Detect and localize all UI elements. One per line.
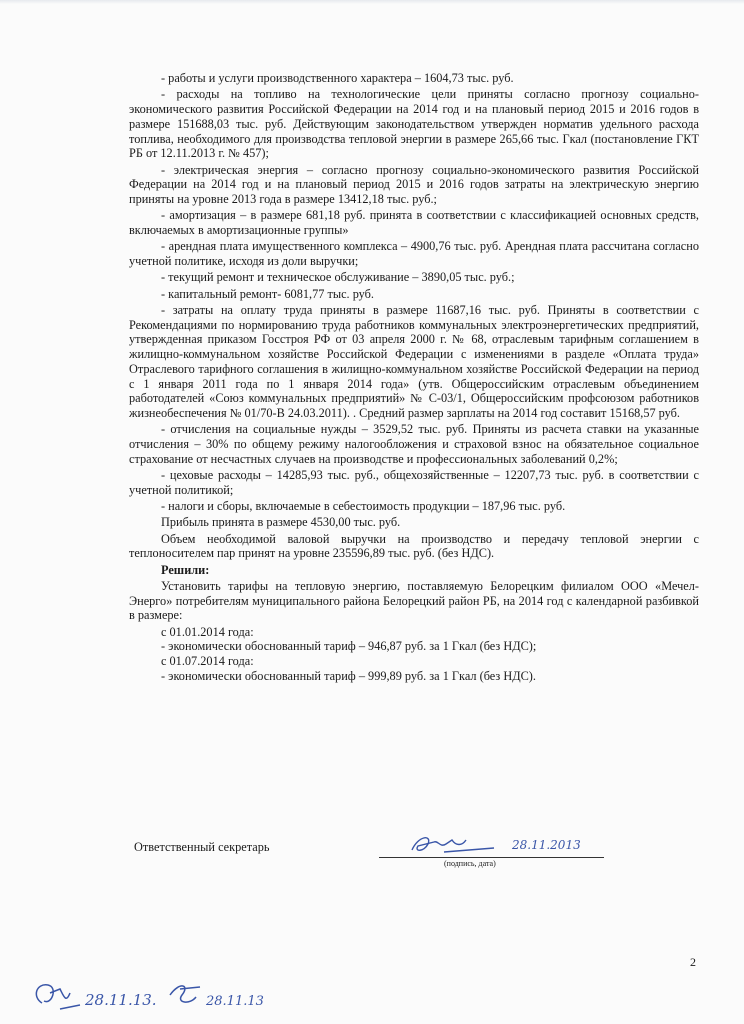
- paragraph: - затраты на оплату труда приняты в размере 11687,16 тыс. руб. Приняты в соответствии с Рекомендациями по нормированию труда работников коммунальных электроэнергетических предприятий, утвержденная приказом Госстроя РФ от 03 апреля 2000 г. № 68, отраслевым тарифным соглашением в жилищно-коммунальном хозяйстве Российской Федерации с изменениями в разделе «Оплата труда» Отраслевого тарифного соглашения в жилищно-коммунальном хозяйстве Российской Федерации на период с 1 января 2011 года по 1 января 2014 года» (утв. Общероссийским отраслевым объединением работодателей «Союз коммунальных предприятий» № С-03/1, Общероссийским профсоюзом работников жизнеобеспечения № 01/70-В 24.03.2011). . Средний размер зарплаты на 2014 год составит 15168,57 руб.: [129, 302, 699, 420]
- paragraph: - цеховые расходы – 14285,93 тыс. руб., общехозяйственные – 12207,73 тыс. руб. в соответствии с учетной политикой;: [129, 468, 699, 497]
- signatory-title: Ответственный секретарь: [134, 840, 270, 854]
- signature-line: [379, 857, 604, 858]
- decision-heading: Решили:: [161, 562, 210, 577]
- signature-caption: (подпись, дата): [444, 859, 496, 868]
- paragraph: - арендная плата имущественного комплекса – 4900,76 тыс. руб. Арендная плата рассчитана согласно учетной политике, исходя из доли выручки;: [129, 239, 699, 268]
- paragraph: - экономически обоснованный тариф – 999,89 руб. за 1 Гкал (без НДС).: [161, 668, 536, 683]
- paragraph: - амортизация – в размере 681,18 руб. принята в соответствии с классификацией основных средств, включаемых в амортизационные группы»: [129, 208, 699, 237]
- paragraph: с 01.01.2014 года:: [161, 624, 254, 639]
- svg-text:28.11.13.: 28.11.13.: [85, 991, 157, 1009]
- paragraph: - налоги и сборы, включаемые в себестоимость продукции – 187,96 тыс. руб.: [161, 499, 566, 513]
- paragraph: с 01.07.2014 года:: [161, 654, 254, 668]
- paragraph: - экономически обоснованный тариф – 946,87 руб. за 1 Гкал (без НДС);: [161, 639, 537, 654]
- paragraph: Прибыль принята в размере 4530,00 тыс. руб.: [161, 515, 401, 530]
- paragraph: - расходы на топливо на технологические цели приняты согласно прогнозу социально-экономического развития Российской Федерации на 2014 год и на плановый период 2015 и 2016 годов в размере 151688,03 тыс. руб. Действующим законодательством утвержден норматив удельного расхода топлива, необходимого для производства тепловой энергии в размере 265,66 тыс. Гкал (постановление ГКТ РБ от 12.11.2013 г. № 457);: [129, 87, 699, 161]
- paragraph: - капитальный ремонт- 6081,77 тыс. руб.: [161, 286, 374, 301]
- paragraph: Объем необходимой валовой выручки на производство и передачу тепловой энергии с теплоносителем пар принят на уровне 235596,89 тыс. руб. (без НДС).: [129, 531, 699, 561]
- handwritten-initials: [30, 975, 290, 1015]
- svg-text:28.11.2013: 28.11.2013: [512, 838, 581, 852]
- paragraph: - текущий ремонт и техническое обслуживание – 3890,05 тыс. руб.;: [161, 270, 515, 285]
- svg-text:28.11.13: 28.11.13: [206, 994, 264, 1009]
- paragraph: - электрическая энергия – согласно прогнозу социально-экономического развития Российской Федерации на 2014 год и на плановый период 2015 и 2016 годов затраты на электрическую энергию приняты на уровне 2013 года в размере 13412,18 тыс. руб.;: [129, 162, 699, 206]
- paragraph: - работы и услуги производственного характера – 1604,73 тыс. руб.: [161, 71, 514, 85]
- page-number: 2: [690, 955, 696, 969]
- paragraph: Установить тарифы на тепловую энергию, поставляемую Белорецким филиалом ООО «Мечел-Энерго» потребителям муниципального района Белорецкий район РБ, на 2014 год с календарной разбивкой в размере:: [129, 578, 699, 623]
- handwritten-signature: [404, 830, 604, 860]
- document-body: [129, 71, 699, 684]
- signature-block: [134, 840, 604, 880]
- paragraph: - отчисления на социальные нужды – 3529,52 тыс. руб. Приняты из расчета ставки на указанные отчисления – 30% по общему режиму налогообложения и страховой взнос на обязательное социальное страхование от несчастных случаев на производстве и профессиональных заболеваний 0,2%;: [129, 422, 699, 466]
- scan-edge: [0, 0, 744, 4]
